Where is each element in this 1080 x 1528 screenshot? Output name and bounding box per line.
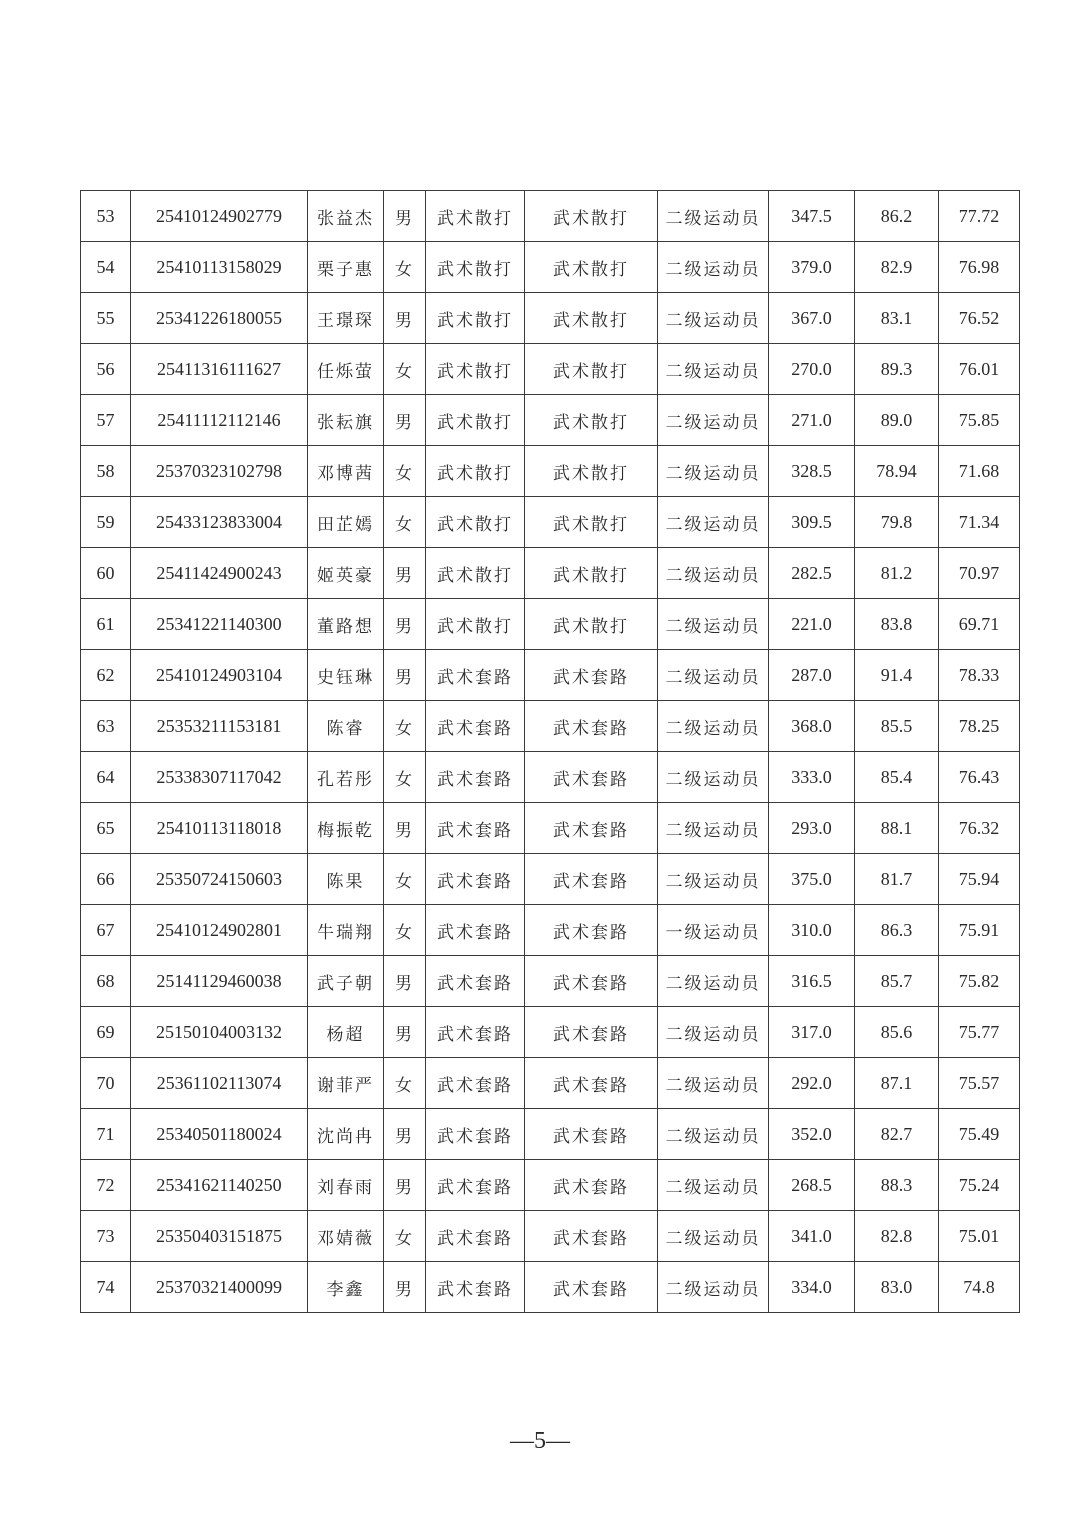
cell-sport: 武术散打 — [426, 497, 525, 548]
cell-exam-id: 25341226180055 — [131, 293, 308, 344]
cell-total-score: 69.71 — [939, 599, 1020, 650]
cell-name: 陈睿 — [308, 701, 384, 752]
cell-sport: 武术套路 — [426, 905, 525, 956]
cell-culture-score: 328.5 — [769, 446, 855, 497]
cell-event: 武术套路 — [525, 1007, 658, 1058]
cell-index: 72 — [81, 1160, 131, 1211]
cell-name: 牛瑞翔 — [308, 905, 384, 956]
cell-index: 59 — [81, 497, 131, 548]
cell-culture-score: 316.5 — [769, 956, 855, 1007]
cell-culture-score: 367.0 — [769, 293, 855, 344]
cell-exam-id: 25150104003132 — [131, 1007, 308, 1058]
cell-exam-id: 25410124902801 — [131, 905, 308, 956]
table-row — [81, 1262, 1020, 1313]
cell-index: 67 — [81, 905, 131, 956]
cell-sport-score: 85.4 — [855, 752, 939, 803]
cell-gender: 男 — [384, 956, 426, 1007]
table-row — [81, 242, 1020, 293]
cell-gender: 女 — [384, 1211, 426, 1262]
cell-total-score: 75.01 — [939, 1211, 1020, 1262]
cell-sport-score: 78.94 — [855, 446, 939, 497]
cell-index: 63 — [81, 701, 131, 752]
cell-exam-id: 25410124902779 — [131, 191, 308, 242]
cell-total-score: 75.49 — [939, 1109, 1020, 1160]
cell-level: 二级运动员 — [658, 1262, 769, 1313]
cell-name: 任烁萤 — [308, 344, 384, 395]
cell-total-score: 75.91 — [939, 905, 1020, 956]
cell-level: 二级运动员 — [658, 344, 769, 395]
cell-index: 58 — [81, 446, 131, 497]
cell-exam-id: 25370321400099 — [131, 1262, 308, 1313]
cell-exam-id: 25141129460038 — [131, 956, 308, 1007]
cell-culture-score: 268.5 — [769, 1160, 855, 1211]
cell-total-score: 76.52 — [939, 293, 1020, 344]
cell-name: 杨超 — [308, 1007, 384, 1058]
table-row — [81, 956, 1020, 1007]
cell-level: 二级运动员 — [658, 242, 769, 293]
cell-index: 70 — [81, 1058, 131, 1109]
cell-sport-score: 88.1 — [855, 803, 939, 854]
table-row — [81, 548, 1020, 599]
table-row — [81, 599, 1020, 650]
cell-sport: 武术套路 — [426, 752, 525, 803]
cell-level: 一级运动员 — [658, 905, 769, 956]
cell-gender: 男 — [384, 650, 426, 701]
cell-sport: 武术散打 — [426, 599, 525, 650]
cell-level: 二级运动员 — [658, 1211, 769, 1262]
cell-event: 武术套路 — [525, 1262, 658, 1313]
table-row — [81, 497, 1020, 548]
cell-culture-score: 341.0 — [769, 1211, 855, 1262]
cell-event: 武术套路 — [525, 1058, 658, 1109]
cell-gender: 男 — [384, 395, 426, 446]
cell-culture-score: 221.0 — [769, 599, 855, 650]
cell-total-score: 71.68 — [939, 446, 1020, 497]
cell-sport: 武术散打 — [426, 344, 525, 395]
cell-exam-id: 25341621140250 — [131, 1160, 308, 1211]
cell-gender: 男 — [384, 548, 426, 599]
cell-exam-id: 25340501180024 — [131, 1109, 308, 1160]
cell-level: 二级运动员 — [658, 956, 769, 1007]
cell-name: 梅振乾 — [308, 803, 384, 854]
cell-index: 68 — [81, 956, 131, 1007]
cell-culture-score: 310.0 — [769, 905, 855, 956]
cell-sport-score: 89.3 — [855, 344, 939, 395]
cell-total-score: 75.24 — [939, 1160, 1020, 1211]
cell-index: 74 — [81, 1262, 131, 1313]
cell-name: 孔若彤 — [308, 752, 384, 803]
cell-culture-score: 282.5 — [769, 548, 855, 599]
cell-event: 武术散打 — [525, 344, 658, 395]
cell-total-score: 76.01 — [939, 344, 1020, 395]
cell-index: 73 — [81, 1211, 131, 1262]
cell-name: 董路想 — [308, 599, 384, 650]
table-row — [81, 446, 1020, 497]
table-row — [81, 803, 1020, 854]
cell-sport-score: 82.8 — [855, 1211, 939, 1262]
cell-level: 二级运动员 — [658, 803, 769, 854]
cell-name: 张益杰 — [308, 191, 384, 242]
cell-sport-score: 81.2 — [855, 548, 939, 599]
cell-exam-id: 25411424900243 — [131, 548, 308, 599]
cell-sport: 武术散打 — [426, 191, 525, 242]
cell-total-score: 71.34 — [939, 497, 1020, 548]
cell-culture-score: 287.0 — [769, 650, 855, 701]
cell-event: 武术散打 — [525, 191, 658, 242]
cell-total-score: 70.97 — [939, 548, 1020, 599]
cell-index: 64 — [81, 752, 131, 803]
cell-culture-score: 293.0 — [769, 803, 855, 854]
cell-sport-score: 81.7 — [855, 854, 939, 905]
cell-sport: 武术套路 — [426, 956, 525, 1007]
cell-level: 二级运动员 — [658, 1160, 769, 1211]
cell-exam-id: 25433123833004 — [131, 497, 308, 548]
cell-total-score: 75.94 — [939, 854, 1020, 905]
cell-gender: 男 — [384, 293, 426, 344]
cell-exam-id: 25361102113074 — [131, 1058, 308, 1109]
cell-level: 二级运动员 — [658, 650, 769, 701]
table-row — [81, 854, 1020, 905]
table-row — [81, 191, 1020, 242]
cell-exam-id: 25338307117042 — [131, 752, 308, 803]
cell-name: 李鑫 — [308, 1262, 384, 1313]
table-row — [81, 1211, 1020, 1262]
cell-event: 武术散打 — [525, 446, 658, 497]
cell-level: 二级运动员 — [658, 1007, 769, 1058]
cell-sport-score: 79.8 — [855, 497, 939, 548]
cell-total-score: 75.82 — [939, 956, 1020, 1007]
cell-name: 沈尚冉 — [308, 1109, 384, 1160]
cell-index: 71 — [81, 1109, 131, 1160]
cell-gender: 男 — [384, 599, 426, 650]
cell-event: 武术套路 — [525, 905, 658, 956]
cell-name: 张耘旗 — [308, 395, 384, 446]
cell-sport-score: 89.0 — [855, 395, 939, 446]
cell-level: 二级运动员 — [658, 191, 769, 242]
cell-sport: 武术套路 — [426, 1262, 525, 1313]
cell-sport: 武术套路 — [426, 1211, 525, 1262]
table-row — [81, 752, 1020, 803]
cell-index: 54 — [81, 242, 131, 293]
cell-total-score: 75.77 — [939, 1007, 1020, 1058]
page-number: —5— — [510, 1428, 570, 1454]
cell-exam-id: 25353211153181 — [131, 701, 308, 752]
cell-culture-score: 375.0 — [769, 854, 855, 905]
cell-level: 二级运动员 — [658, 1109, 769, 1160]
cell-total-score: 77.72 — [939, 191, 1020, 242]
cell-culture-score: 317.0 — [769, 1007, 855, 1058]
cell-gender: 男 — [384, 1160, 426, 1211]
table-row — [81, 1109, 1020, 1160]
cell-gender: 女 — [384, 344, 426, 395]
cell-culture-score: 334.0 — [769, 1262, 855, 1313]
cell-index: 55 — [81, 293, 131, 344]
cell-index: 56 — [81, 344, 131, 395]
cell-level: 二级运动员 — [658, 701, 769, 752]
cell-name: 武子朝 — [308, 956, 384, 1007]
cell-index: 65 — [81, 803, 131, 854]
table-row — [81, 1058, 1020, 1109]
cell-name: 邓婧薇 — [308, 1211, 384, 1262]
cell-index: 66 — [81, 854, 131, 905]
cell-event: 武术套路 — [525, 956, 658, 1007]
cell-sport-score: 82.9 — [855, 242, 939, 293]
cell-level: 二级运动员 — [658, 854, 769, 905]
cell-exam-id: 25410113158029 — [131, 242, 308, 293]
cell-culture-score: 368.0 — [769, 701, 855, 752]
cell-name: 史钰琳 — [308, 650, 384, 701]
table-row — [81, 395, 1020, 446]
cell-sport-score: 83.8 — [855, 599, 939, 650]
cell-gender: 女 — [384, 242, 426, 293]
cell-total-score: 76.98 — [939, 242, 1020, 293]
cell-sport: 武术散打 — [426, 242, 525, 293]
table-row — [81, 905, 1020, 956]
cell-exam-id: 25410113118018 — [131, 803, 308, 854]
cell-event: 武术套路 — [525, 854, 658, 905]
cell-sport-score: 83.0 — [855, 1262, 939, 1313]
cell-culture-score: 292.0 — [769, 1058, 855, 1109]
cell-total-score: 75.85 — [939, 395, 1020, 446]
table-row — [81, 701, 1020, 752]
cell-sport-score: 86.3 — [855, 905, 939, 956]
cell-name: 田芷嫣 — [308, 497, 384, 548]
cell-name: 刘春雨 — [308, 1160, 384, 1211]
cell-culture-score: 333.0 — [769, 752, 855, 803]
cell-name: 栗子惠 — [308, 242, 384, 293]
cell-sport-score: 85.5 — [855, 701, 939, 752]
cell-sport: 武术套路 — [426, 803, 525, 854]
cell-exam-id: 25350724150603 — [131, 854, 308, 905]
cell-sport-score: 91.4 — [855, 650, 939, 701]
cell-event: 武术套路 — [525, 701, 658, 752]
cell-gender: 女 — [384, 905, 426, 956]
cell-index: 57 — [81, 395, 131, 446]
cell-sport-score: 83.1 — [855, 293, 939, 344]
cell-event: 武术套路 — [525, 1211, 658, 1262]
cell-event: 武术套路 — [525, 1160, 658, 1211]
cell-index: 60 — [81, 548, 131, 599]
cell-name: 邓博茜 — [308, 446, 384, 497]
cell-sport: 武术套路 — [426, 1058, 525, 1109]
cell-index: 53 — [81, 191, 131, 242]
cell-culture-score: 270.0 — [769, 344, 855, 395]
cell-index: 69 — [81, 1007, 131, 1058]
cell-gender: 女 — [384, 752, 426, 803]
cell-event: 武术散打 — [525, 599, 658, 650]
cell-event: 武术散打 — [525, 548, 658, 599]
cell-sport-score: 85.6 — [855, 1007, 939, 1058]
cell-level: 二级运动员 — [658, 1058, 769, 1109]
cell-event: 武术散打 — [525, 293, 658, 344]
cell-gender: 女 — [384, 701, 426, 752]
cell-gender: 女 — [384, 497, 426, 548]
cell-level: 二级运动员 — [658, 752, 769, 803]
cell-event: 武术套路 — [525, 650, 658, 701]
cell-exam-id: 25350403151875 — [131, 1211, 308, 1262]
cell-sport-score: 85.7 — [855, 956, 939, 1007]
cell-sport: 武术套路 — [426, 650, 525, 701]
cell-event: 武术散打 — [525, 242, 658, 293]
cell-name: 陈果 — [308, 854, 384, 905]
cell-total-score: 78.33 — [939, 650, 1020, 701]
cell-sport: 武术散打 — [426, 548, 525, 599]
cell-sport-score: 87.1 — [855, 1058, 939, 1109]
cell-sport: 武术套路 — [426, 1160, 525, 1211]
table-row — [81, 1160, 1020, 1211]
cell-culture-score: 309.5 — [769, 497, 855, 548]
cell-sport-score: 86.2 — [855, 191, 939, 242]
cell-sport: 武术套路 — [426, 701, 525, 752]
table-row — [81, 650, 1020, 701]
table-row — [81, 344, 1020, 395]
cell-exam-id: 25411112112146 — [131, 395, 308, 446]
cell-gender: 女 — [384, 446, 426, 497]
cell-culture-score: 347.5 — [769, 191, 855, 242]
cell-total-score: 76.32 — [939, 803, 1020, 854]
cell-level: 二级运动员 — [658, 497, 769, 548]
cell-sport: 武术套路 — [426, 1109, 525, 1160]
cell-sport: 武术套路 — [426, 854, 525, 905]
cell-sport: 武术散打 — [426, 446, 525, 497]
cell-gender: 女 — [384, 854, 426, 905]
cell-gender: 男 — [384, 1109, 426, 1160]
cell-index: 61 — [81, 599, 131, 650]
cell-exam-id: 25411316111627 — [131, 344, 308, 395]
cell-level: 二级运动员 — [658, 395, 769, 446]
cell-exam-id: 25370323102798 — [131, 446, 308, 497]
cell-culture-score: 352.0 — [769, 1109, 855, 1160]
cell-level: 二级运动员 — [658, 548, 769, 599]
cell-sport-score: 82.7 — [855, 1109, 939, 1160]
cell-gender: 男 — [384, 803, 426, 854]
table-row — [81, 1007, 1020, 1058]
cell-event: 武术套路 — [525, 1109, 658, 1160]
cell-total-score: 76.43 — [939, 752, 1020, 803]
cell-index: 62 — [81, 650, 131, 701]
table-body — [81, 191, 1020, 1313]
cell-gender: 男 — [384, 191, 426, 242]
cell-level: 二级运动员 — [658, 446, 769, 497]
cell-name: 谢菲严 — [308, 1058, 384, 1109]
cell-event: 武术散打 — [525, 497, 658, 548]
cell-sport-score: 88.3 — [855, 1160, 939, 1211]
cell-sport: 武术散打 — [426, 293, 525, 344]
cell-total-score: 78.25 — [939, 701, 1020, 752]
cell-name: 王璟琛 — [308, 293, 384, 344]
results-table — [80, 190, 1020, 1313]
cell-exam-id: 25341221140300 — [131, 599, 308, 650]
cell-culture-score: 271.0 — [769, 395, 855, 446]
cell-exam-id: 25410124903104 — [131, 650, 308, 701]
cell-sport: 武术散打 — [426, 395, 525, 446]
cell-total-score: 74.8 — [939, 1262, 1020, 1313]
cell-level: 二级运动员 — [658, 599, 769, 650]
cell-gender: 女 — [384, 1058, 426, 1109]
cell-name: 姬英豪 — [308, 548, 384, 599]
cell-total-score: 75.57 — [939, 1058, 1020, 1109]
cell-event: 武术套路 — [525, 803, 658, 854]
cell-gender: 男 — [384, 1262, 426, 1313]
cell-level: 二级运动员 — [658, 293, 769, 344]
cell-event: 武术散打 — [525, 395, 658, 446]
cell-event: 武术套路 — [525, 752, 658, 803]
cell-culture-score: 379.0 — [769, 242, 855, 293]
table-row — [81, 293, 1020, 344]
cell-sport: 武术套路 — [426, 1007, 525, 1058]
cell-gender: 男 — [384, 1007, 426, 1058]
